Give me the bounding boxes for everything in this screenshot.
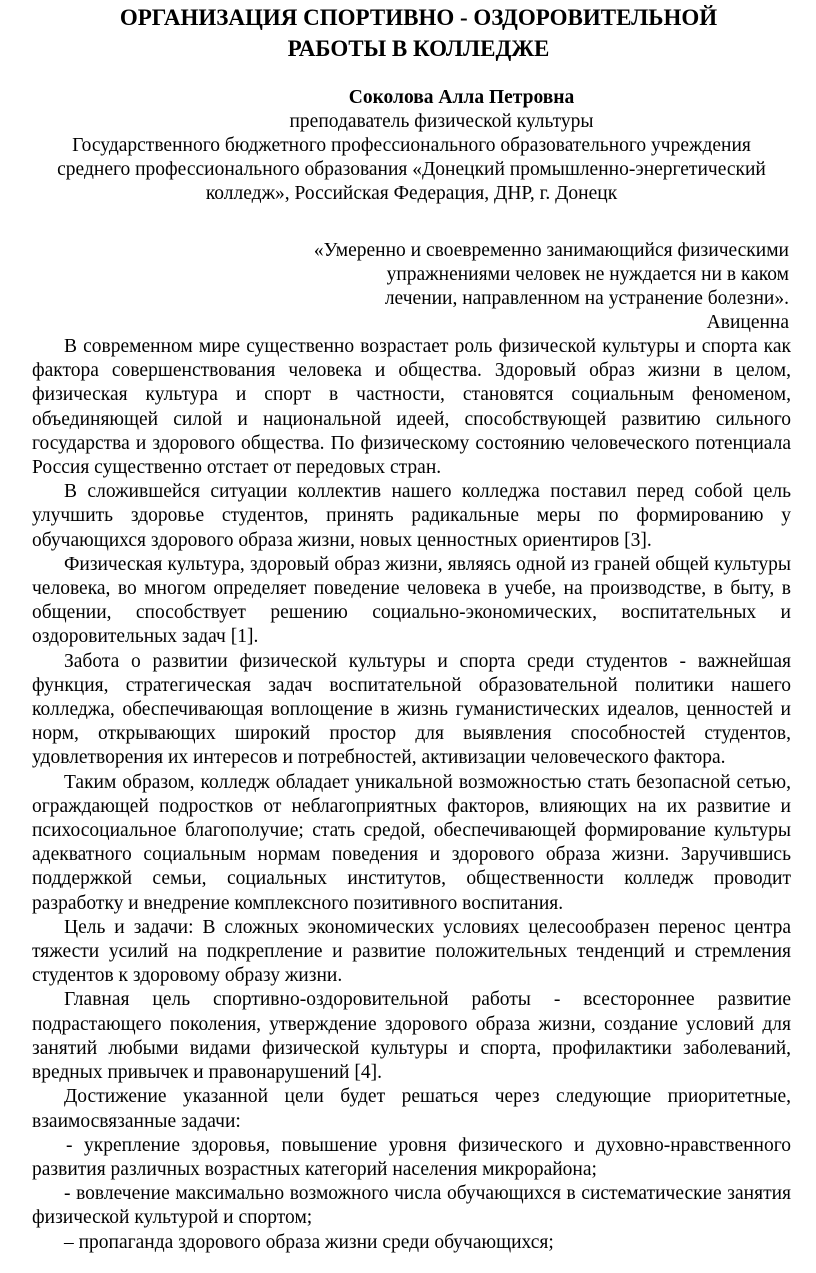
paragraph: Цель и задачи: В сложных экономических условиях целесообразен перенос центра тяжести усилий на подкрепление и развитие положительных тенденций и стремления студентов к здоровому образу жизни.	[32, 916, 791, 987]
list-item: - укрепление здоровья, повышение уровня физического и духовно-нравственного развития различных возрастных категорий населения микрорайона;	[32, 1134, 791, 1180]
title-line-1: ОРГАНИЗАЦИЯ СПОРТИВНО - ОЗДОРОВИТЕЛЬНОЙ	[119, 5, 718, 30]
author-name: Соколова Алла Петровна	[348, 87, 575, 108]
paragraph: Физическая культура, здоровый образ жизни, являясь одной из граней общей культуры человека, во многом определяет поведение человека в учебе, на производстве, в быту, в общении, способствует решению социально-экономических, воспитательных и оздоровительных задач [1].	[32, 553, 791, 648]
epigraph	[32, 239, 791, 335]
list-item: - вовлечение максимально возможного числа обучающихся в систематические занятия физической культурой и спортом;	[32, 1183, 791, 1229]
paragraph: В современном мире существенно возрастает роль физической культуры и спорта как фактора совершенствования человека и общества. Здоровый образ жизни в целом, физическая культура и спорт в частности, становятся социальным феноменом, объединяющей силой и национальной идеей, способствующей развитию сильного государства и здорового общества. По физическому состоянию человеческого потенциала Россия существенно отстает от передовых стран.	[32, 336, 791, 479]
paragraph: Достижение указанной цели будет решаться через следующие приоритетные, взаимосвязанные задачи:	[32, 1086, 791, 1132]
affiliation-line-1: преподаватель физической культуры	[289, 111, 594, 132]
affiliation-line-4: колледж», Российская Федерация, ДНР, г. Донецк	[205, 183, 618, 204]
epigraph-author: Авиценна	[706, 312, 789, 333]
epigraph-line-2: упражнениями человек не нуждается ни в каком	[386, 264, 789, 285]
paragraph: Таким образом, колледж обладает уникальной возможностью стать безопасной сетью, ограждающей подростков от неблагоприятных факторов, влияющих на их развитие и психосоциальное благополучие; стать средой, обеспечивающей формирование культуры адекватного социальным нормам поведения и здорового образа жизни. Заручившись поддержкой семьи, социальных институтов, общественности колледж проводит разработку и внедрение комплексного позитивного воспитания.	[32, 771, 791, 914]
document-page	[0, 2, 816, 1273]
affiliation-line-3: среднего профессионального образования «Донецкий промышленно-энергетический	[57, 159, 766, 180]
paragraph: В сложившейся ситуации коллектив нашего колледжа поставил перед собой цель улучшить здоровье студентов, принять радикальные меры по формированию у обучающихся здорового образа жизни, новых ценностных ориентиров [3].	[32, 481, 791, 551]
epigraph-line-3: лечении, направленном на устранение болезни».	[384, 288, 789, 309]
affiliation-line-2: Государственного бюджетного профессионального образовательного учреждения	[72, 135, 751, 156]
author-affiliation	[32, 110, 791, 206]
title-line-2: РАБОТЫ В КОЛЛЕДЖЕ	[287, 36, 550, 61]
paragraph: Главная цель спортивно-оздоровительной работы - всестороннее развитие подрастающего поколения, утверждение здорового образа жизни, создание условий для занятий любыми видами физической культуры и спорта, профилактики заболеваний, вредных привычек и правонарушений [4].	[32, 989, 791, 1084]
paragraph: Забота о развитии физической культуры и спорта среди студентов - важнейшая функция, стратегическая задач воспитательной образовательной политики нашего колледжа, обеспечивающая воплощение в жизнь гуманистических идеалов, ценностей и норм, открывающих широкий простор для выявления способностей студентов, удовлетворения их интересов и потребностей, активизации человеческого фактора.	[32, 650, 791, 769]
list-item: – пропаганда здорового образа жизни среди обучающихся;	[64, 1231, 554, 1253]
document-title	[32, 2, 791, 64]
epigraph-line-1: «Умеренно и своевременно занимающийся физическими	[313, 240, 789, 261]
article-body	[32, 335, 791, 1255]
